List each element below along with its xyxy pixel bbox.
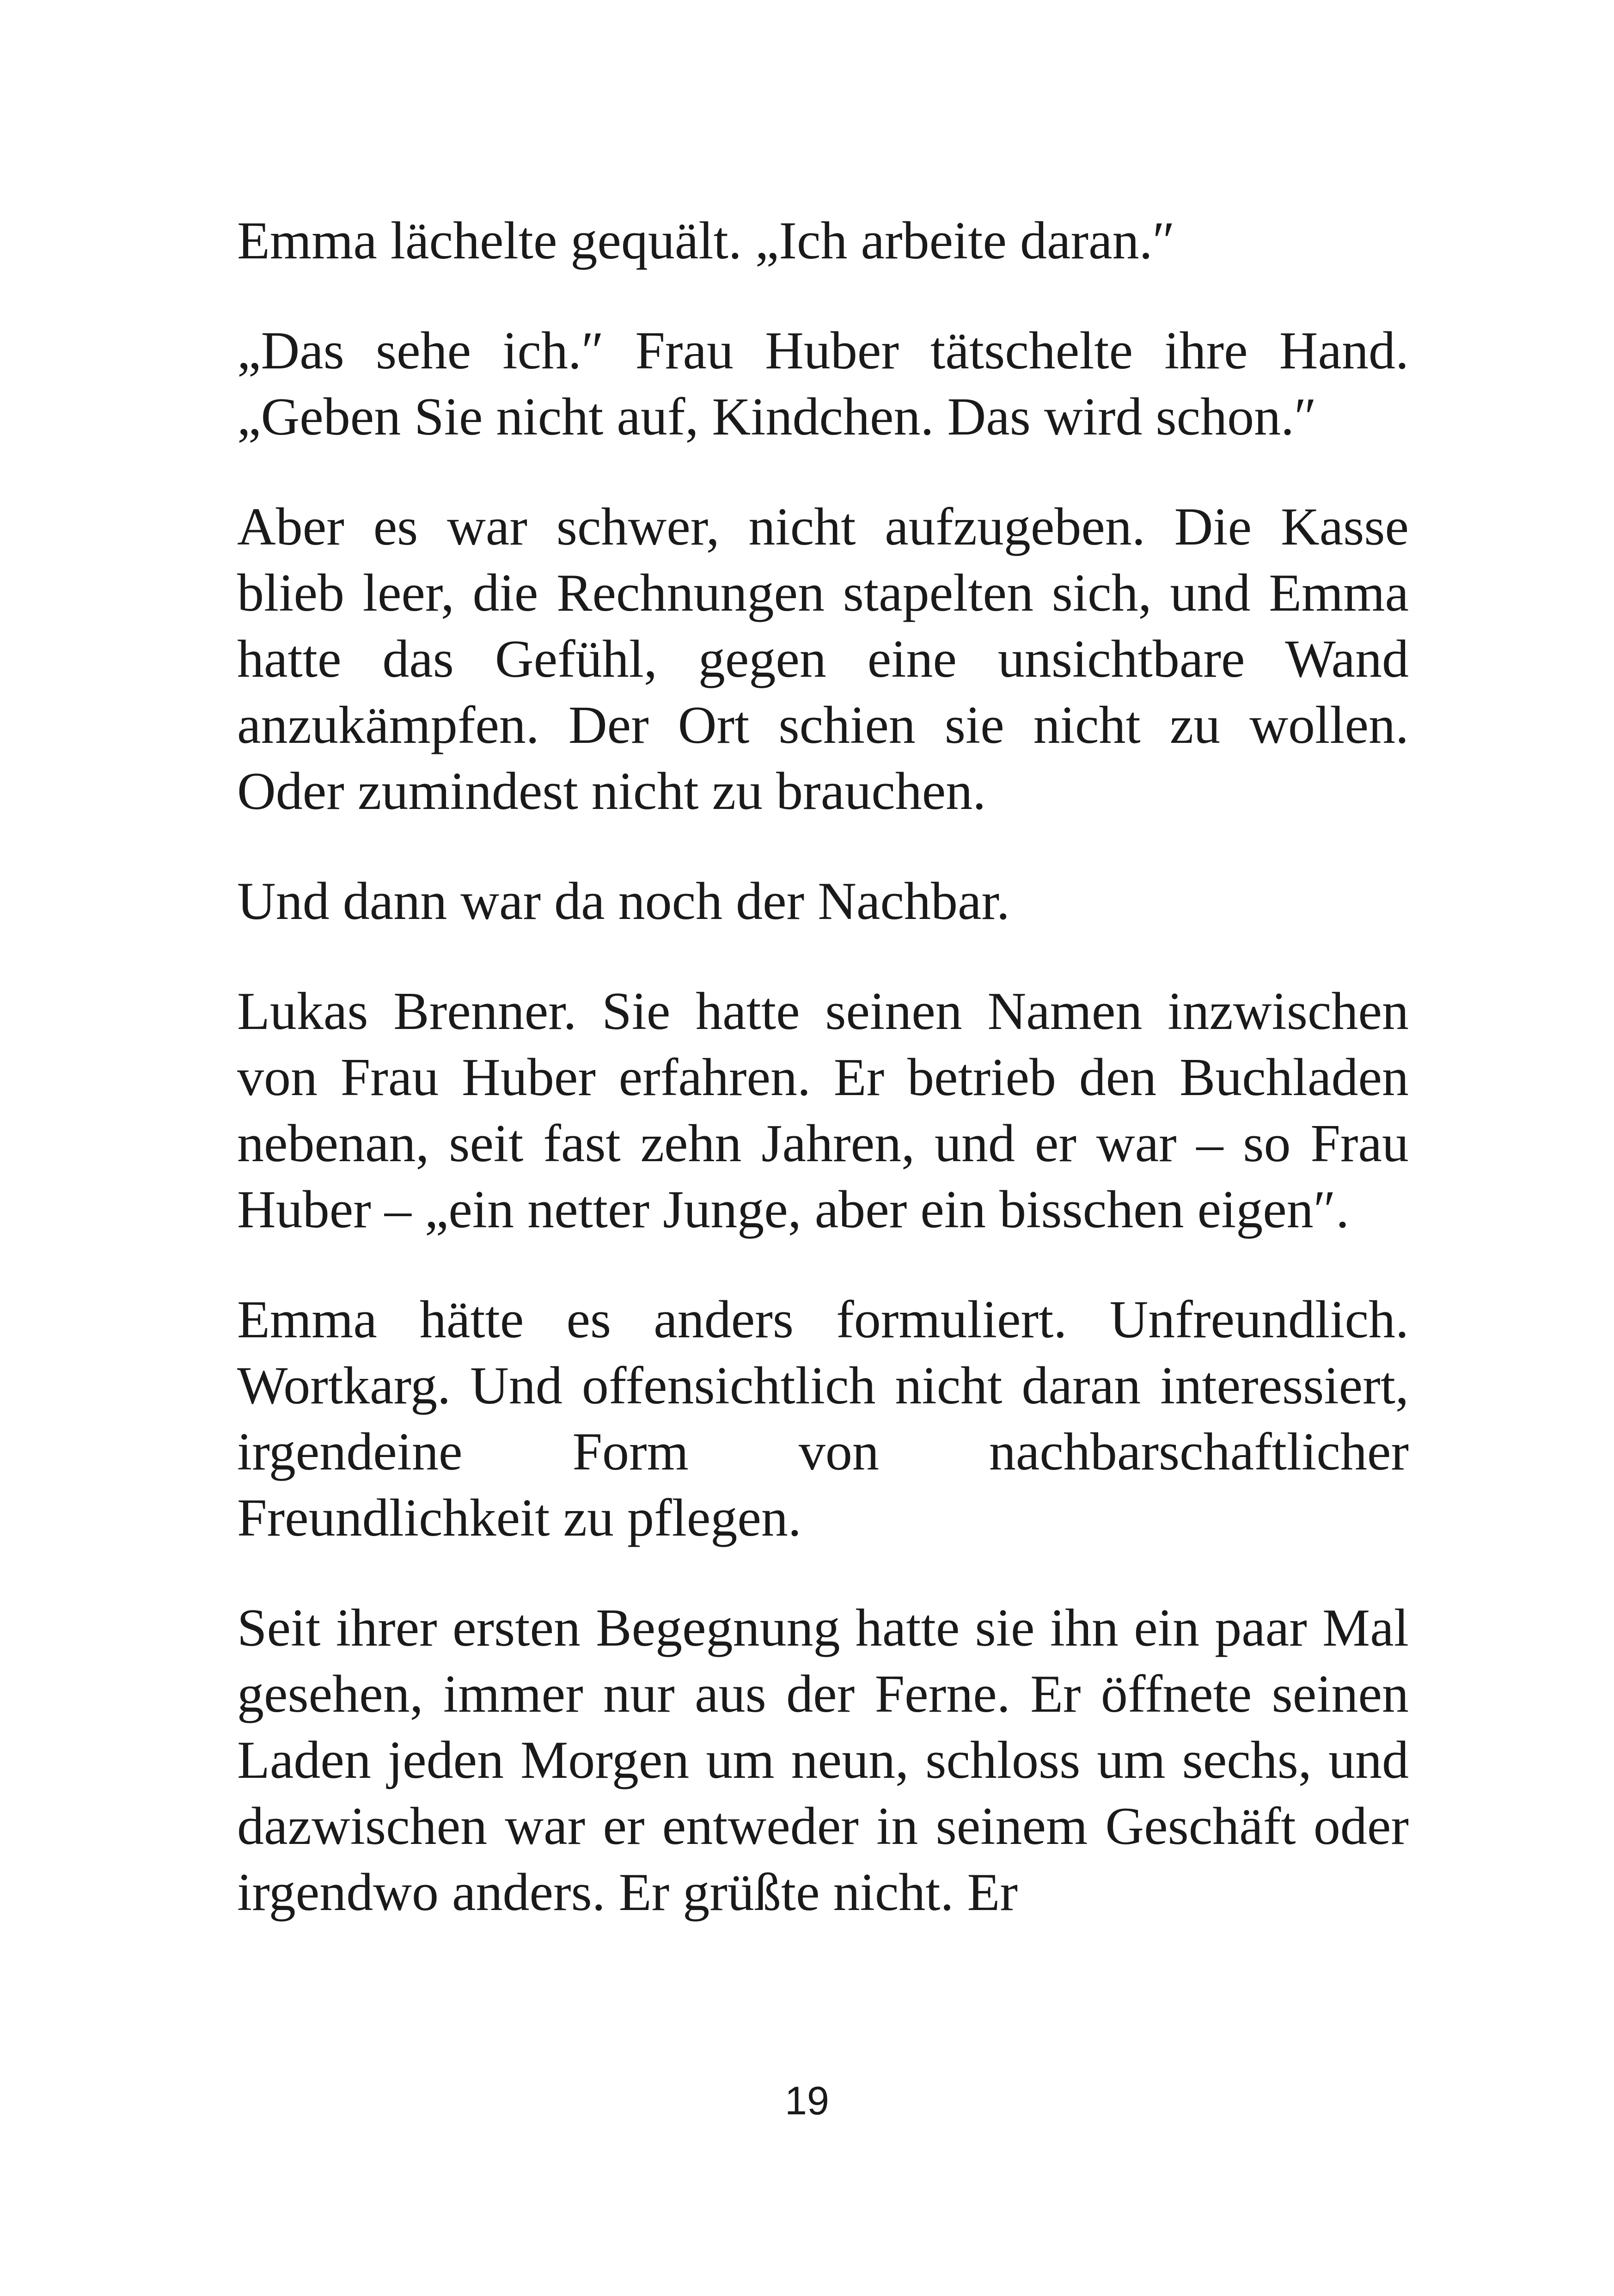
paragraph: Emma lächelte gequält. „Ich arbeite daran.″ [237, 211, 1175, 270]
paragraph: Aber es war schwer, nicht aufzugeben. Die Kasse blieb leer, die Rechnungen stapelten sich, und Emma hatte das Gefühl, gegen eine unsichtbare Wand anzukämpfen. Der Ort schien sie nicht zu wollen. Oder zumindest nicht zu brauchen. [237, 497, 1409, 821]
body-text [237, 208, 1409, 1926]
paragraph: Lukas Brenner. Sie hatte seinen Namen inzwischen von Frau Huber erfahren. Er betrieb den Buchladen nebenan, seit fast zehn Jahren, und er war – so Frau Huber – „ein netter Junge, aber ein bisschen eigen″. [237, 982, 1409, 1239]
paragraph: Seit ihrer ersten Begegnung hatte sie ihn ein paar Mal gesehen, immer nur aus der Ferne. Er öffnete seinen Laden jeden Morgen um neun, schloss um sechs, und dazwischen war er entweder in seinem Geschäft oder irgendwo anders. Er grüßte nicht. Er [237, 1598, 1409, 1922]
paragraph: Emma hätte es anders formuliert. Unfreundlich. Wortkarg. Und offensichtlich nicht daran interessiert, irgendeine Form von nachbarschaftlicher Freundlichkeit zu pflegen. [237, 1290, 1409, 1548]
paragraph: Und dann war da noch der Nachbar. [237, 872, 1010, 931]
paragraph: „Das sehe ich.″ Frau Huber tätschelte ihre Hand. „Geben Sie nicht auf, Kindchen. Das wird schon.″ [237, 321, 1409, 447]
page-number: 19 [785, 2079, 829, 2123]
